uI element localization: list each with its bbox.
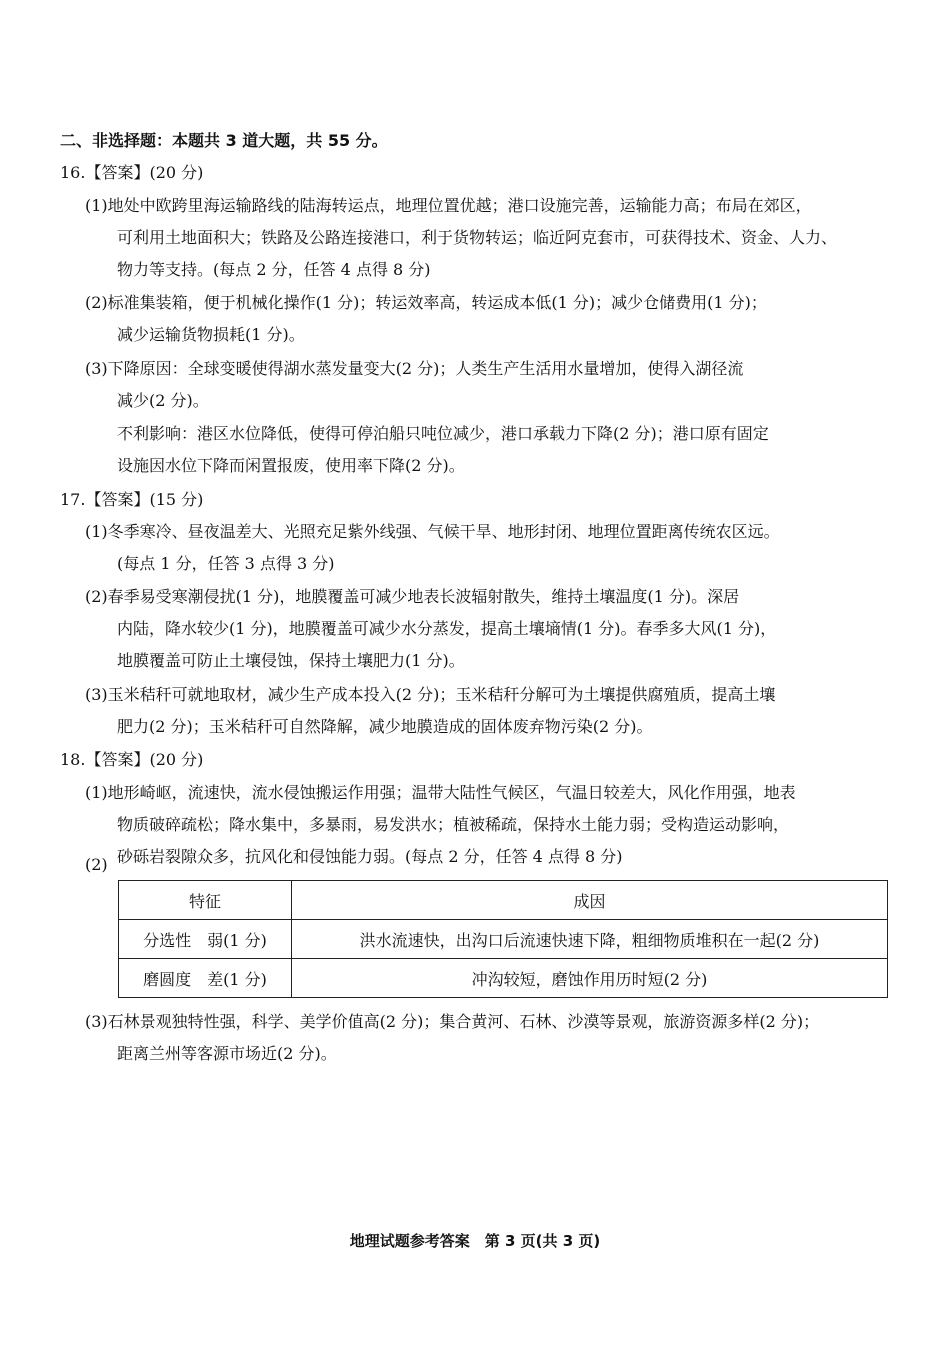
q18-part2-label: (2) (85, 855, 108, 874)
q18-answer-table (118, 880, 888, 998)
q16-part1 (85, 190, 895, 286)
text-line: (每点 1 分，任答 3 点得 3 分) (117, 554, 335, 573)
q18-heading: 18.【答案】(20 分) (60, 750, 204, 769)
q17-heading: 17.【答案】(15 分) (60, 490, 204, 509)
text-line: (3)玉米秸秆可就地取材，减少生产成本投入(2 分)；玉米秸秆分解可为土壤提供腐殖质，提高土壤 (85, 685, 776, 704)
q16-part3-impact (85, 418, 895, 482)
text-line: (1)冬季寒冷、昼夜温差大、光照充足紫外线强、气候干旱、地形封闭、地理位置距离传统农区远。 (85, 522, 780, 541)
text-line: 减少运输货物损耗(1 分)。 (117, 325, 305, 344)
table-row (119, 920, 888, 959)
text-line: (3)下降原因：全球变暖使得湖水蒸发量变大(2 分)；人类生产生活用水量增加，使得入湖径流 (85, 359, 744, 378)
text-line: 砂砾岩裂隙众多，抗风化和侵蚀能力弱。(每点 2 分，任答 4 点得 8 分) (117, 847, 623, 866)
table-cell: 冲沟较短，磨蚀作用历时短(2 分) (292, 959, 888, 998)
q17-part2 (85, 581, 895, 677)
table-header-row (119, 881, 888, 920)
table-cell: 洪水流速快，出沟口后流速快速下降，粗细物质堆积在一起(2 分) (292, 920, 888, 959)
text-line: 物质破碎疏松；降水集中，多暴雨，易发洪水；植被稀疏，保持水土能力弱；受构造运动影响， (117, 815, 790, 834)
page-footer: 地理试题参考答案 第 3 页(共 3 页) (349, 1232, 601, 1250)
table-cell: 分选性 弱(1 分) (119, 920, 292, 959)
q18-part1 (85, 777, 895, 873)
q16-part3 (85, 353, 895, 417)
text-line: 肥力(2 分)；玉米秸秆可自然降解，减少地膜造成的固体废弃物污染(2 分)。 (117, 717, 653, 736)
q18-part3 (85, 1006, 895, 1070)
text-line: 减少(2 分)。 (117, 391, 209, 410)
text-line: 物力等支持。(每点 2 分，任答 4 点得 8 分) (117, 260, 431, 279)
text-line: 可利用土地面积大；铁路及公路连接港口，利于货物转运；临近阿克套市，可获得技术、资金、人力、 (117, 228, 838, 247)
text-line: 内陆，降水较少(1 分)，地膜覆盖可减少水分蒸发，提高土壤墒情(1 分)。春季多大风(1 分)， (117, 619, 777, 638)
table-cell: 磨圆度 差(1 分) (119, 959, 292, 998)
table-header-cause: 成因 (292, 881, 888, 920)
text-line: (1)地形崎岖，流速快，流水侵蚀搬运作用强；温带大陆性气候区，气温日较差大，风化作用强，地表 (85, 783, 796, 802)
q16-part2 (85, 287, 895, 351)
q17-part3 (85, 679, 895, 743)
q17-part1 (85, 516, 895, 580)
q16-heading: 16.【答案】(20 分) (60, 163, 204, 182)
section-title: 二、非选择题：本题共 3 道大题，共 55 分。 (60, 131, 388, 150)
table-row (119, 959, 888, 998)
text-line: (3)石林景观独特性强，科学、美学价值高(2 分)；集合黄河、石林、沙漠等景观，旅游资源多样(2 分)； (85, 1012, 820, 1031)
text-line: (1)地处中欧跨里海运输路线的陆海转运点，地理位置优越；港口设施完善，运输能力高；布局在郊区， (85, 196, 812, 215)
text-line: 设施因水位下降而闲置报废，使用率下降(2 分)。 (117, 456, 465, 475)
text-line: (2)标准集装箱，便于机械化操作(1 分)；转运效率高，转运成本低(1 分)；减少仓储费用(1 分)； (85, 293, 767, 312)
text-line: 不利影响：港区水位降低，使得可停泊船只吨位减少，港口承载力下降(2 分)；港口原有固定 (117, 424, 769, 443)
text-line: 距离兰州等客源市场近(2 分)。 (117, 1044, 337, 1063)
text-line: 地膜覆盖可防止土壤侵蚀，保持土壤肥力(1 分)。 (117, 651, 465, 670)
text-line: (2)春季易受寒潮侵扰(1 分)，地膜覆盖可减少地表长波辐射散失，维持土壤温度(1 分)。深居 (85, 587, 740, 606)
table-header-feature: 特征 (119, 881, 292, 920)
